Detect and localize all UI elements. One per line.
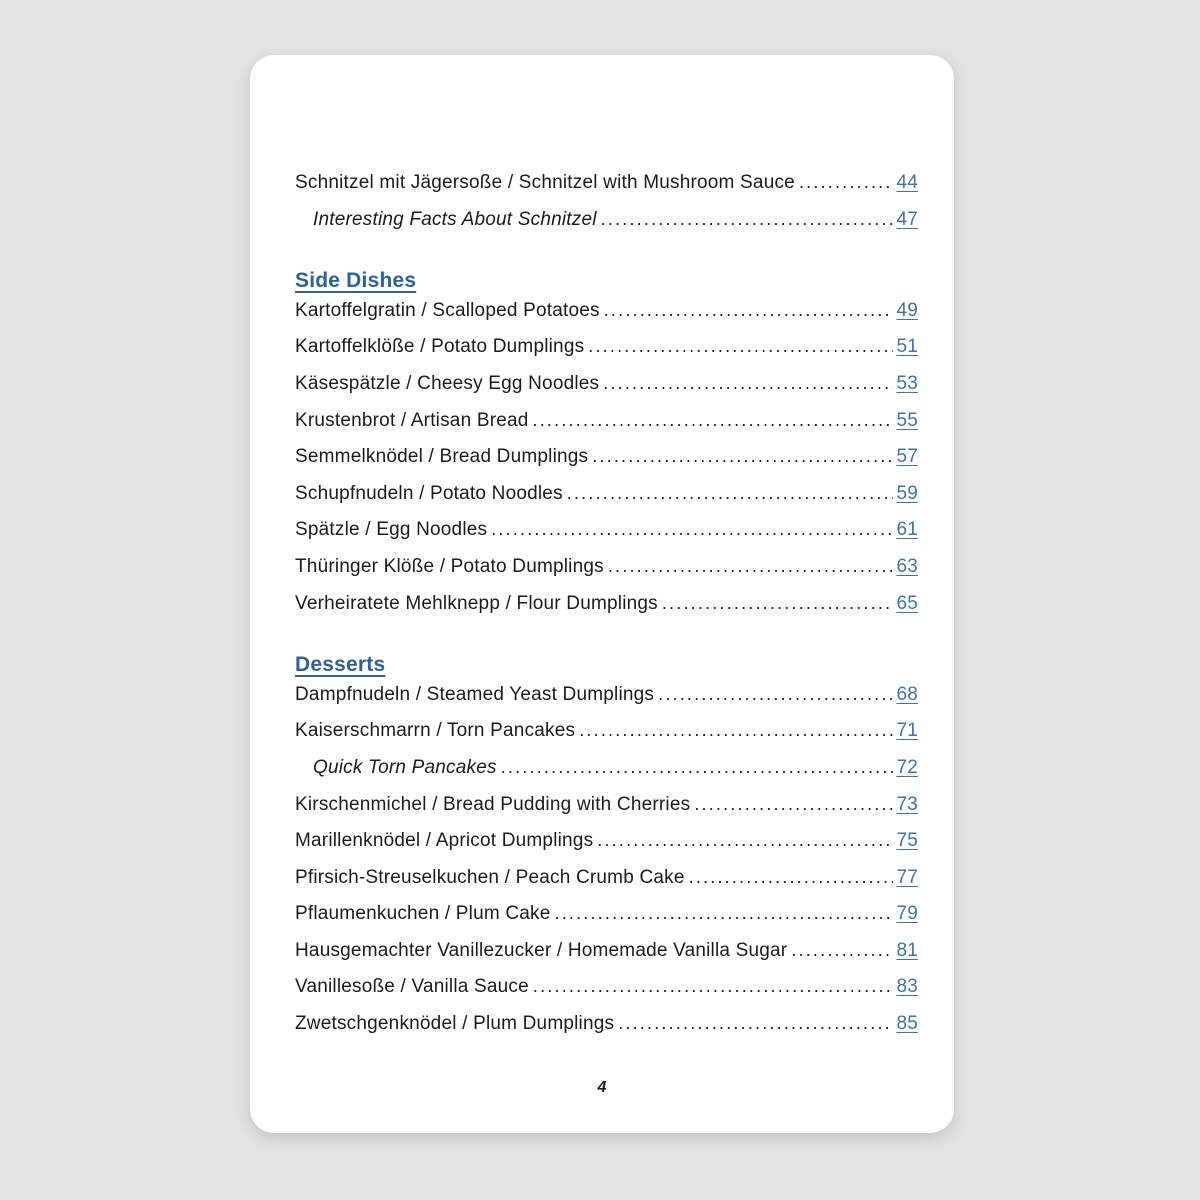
toc-entry-page-link[interactable]: 44 [896, 172, 918, 193]
toc-entry-page-link[interactable]: 61 [896, 519, 918, 541]
toc-entry-title: Kirschenmichel / Bread Pudding with Cherries [295, 793, 691, 815]
section-heading-link[interactable]: Desserts [295, 653, 386, 677]
toc-entry-page-link[interactable]: 85 [896, 1013, 918, 1035]
toc-entry-page-link[interactable]: 73 [896, 793, 918, 815]
toc-entry-page-link[interactable]: 83 [896, 976, 918, 998]
dot-leader [662, 593, 894, 615]
toc-entry-page-link[interactable]: 65 [896, 592, 918, 614]
toc-entry [295, 172, 918, 209]
dot-leader [601, 209, 894, 231]
section-heading-link[interactable]: Side Dishes [295, 269, 417, 293]
dot-leader [579, 720, 893, 742]
toc-entry [295, 483, 918, 520]
dot-leader [799, 172, 894, 194]
toc-entry [295, 209, 918, 246]
toc-entry [295, 446, 918, 483]
toc-entry-title: Marillenknödel / Apricot Dumplings [295, 830, 594, 852]
toc-entry-title: Pfirsich-Streuselkuchen / Peach Crumb Cake [295, 866, 685, 888]
dot-leader [791, 940, 893, 962]
toc-entry [295, 373, 918, 410]
toc-entry [295, 794, 918, 831]
toc-entry-page-link[interactable]: 72 [896, 756, 918, 778]
toc-entry-page-link[interactable]: 75 [896, 830, 918, 852]
dot-leader [694, 794, 893, 816]
toc-entry-title: Hausgemachter Vanillezucker / Homemade Vanilla Sugar [295, 939, 788, 961]
dot-leader [533, 976, 894, 998]
toc-entry-title: Semmelknödel / Bread Dumplings [295, 446, 589, 468]
toc-entry-page-link[interactable]: 81 [896, 939, 918, 961]
dot-leader [608, 556, 894, 578]
dot-leader [592, 446, 893, 468]
dot-leader [533, 410, 894, 432]
toc-entry-title: Spätzle / Egg Noodles [295, 519, 488, 541]
toc-entry-page-link[interactable]: 71 [896, 720, 918, 742]
toc-entry-page-link[interactable]: 49 [896, 299, 918, 321]
toc-entry-title: Käsespätzle / Cheesy Egg Noodles [295, 372, 600, 394]
dot-leader [597, 830, 893, 852]
toc-entry [295, 867, 918, 904]
toc-entry [295, 830, 918, 867]
toc-entry-page-link[interactable]: 47 [896, 208, 918, 230]
toc-entry-page-link[interactable]: 59 [896, 482, 918, 504]
toc-entry-page-link[interactable]: 68 [896, 683, 918, 705]
section-heading-desserts [295, 647, 918, 684]
toc-entry-page-link[interactable]: 79 [896, 903, 918, 925]
toc-entry [295, 940, 918, 977]
dot-leader [588, 336, 893, 358]
toc-entry-title: Interesting Facts About Schnitzel [313, 208, 597, 230]
toc-entry [295, 720, 918, 757]
toc-entry-page-link[interactable]: 63 [896, 555, 918, 577]
dot-leader [567, 483, 894, 505]
toc-entry-page-link[interactable]: 53 [896, 372, 918, 394]
toc-entry [295, 903, 918, 940]
toc-entry-title: Schupfnudeln / Potato Noodles [295, 482, 563, 504]
dot-leader [501, 757, 894, 779]
page-number: 4 [597, 1079, 607, 1096]
toc-entry [295, 1013, 918, 1050]
toc-entry [295, 336, 918, 373]
toc-entry [295, 757, 918, 794]
toc-entry-title: Verheiratete Mehlknepp / Flour Dumplings [295, 592, 658, 614]
dot-leader [658, 684, 893, 706]
toc-entry-title: Dampfnudeln / Steamed Yeast Dumplings [295, 683, 655, 705]
toc-entry-page-link[interactable]: 57 [896, 446, 918, 468]
dot-leader [689, 867, 894, 889]
toc-entry-title: Schnitzel mit Jägersoße / Schnitzel with Mushroom Sauce [295, 172, 795, 193]
toc-page [250, 55, 954, 1133]
toc-entry-title: Quick Torn Pancakes [313, 756, 497, 778]
toc-entry-title: Kaiserschmarrn / Torn Pancakes [295, 720, 576, 742]
toc-entry-title: Thüringer Klöße / Potato Dumplings [295, 555, 604, 577]
toc-entry-page-link[interactable]: 55 [896, 409, 918, 431]
toc-entry-title: Zwetschgenknödel / Plum Dumplings [295, 1013, 615, 1035]
toc-entry-title: Kartoffelgratin / Scalloped Potatoes [295, 299, 600, 321]
toc-entry [295, 519, 918, 556]
toc-entry [295, 593, 918, 630]
toc-entry-title: Krustenbrot / Artisan Bread [295, 409, 529, 431]
toc-entry [295, 684, 918, 721]
toc-entry-page-link[interactable]: 51 [896, 336, 918, 358]
section-heading-side-dishes [295, 263, 918, 300]
toc-entry-page-link[interactable]: 77 [896, 866, 918, 888]
dot-leader [491, 519, 893, 541]
toc-list [295, 172, 918, 1050]
toc-entry-title: Pflaumenkuchen / Plum Cake [295, 903, 551, 925]
toc-entry [295, 556, 918, 593]
dot-leader [604, 300, 894, 322]
dot-leader [555, 903, 894, 925]
toc-entry [295, 976, 918, 1013]
toc-entry [295, 410, 918, 447]
dot-leader [618, 1013, 893, 1035]
toc-entry [295, 300, 918, 337]
toc-entry-title: Kartoffelklöße / Potato Dumplings [295, 336, 585, 358]
dot-leader [603, 373, 893, 395]
toc-entry-title: Vanillesoße / Vanilla Sauce [295, 976, 529, 998]
